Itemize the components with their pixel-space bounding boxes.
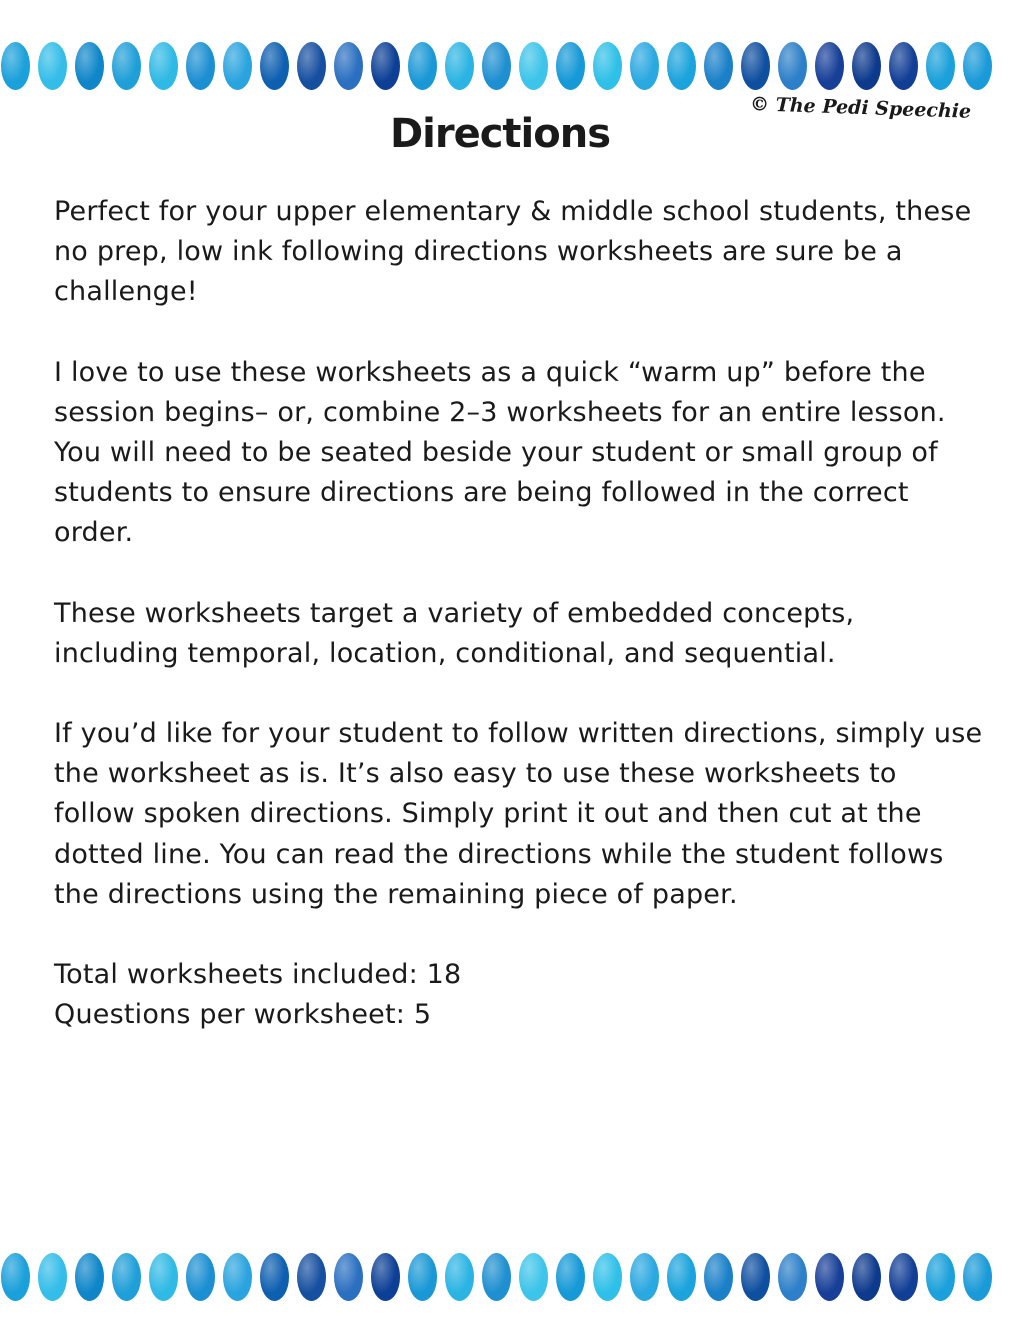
decorative-dot — [519, 1253, 548, 1301]
decorative-dot — [186, 1253, 215, 1301]
decorative-dot — [297, 42, 326, 90]
decorative-dot — [186, 42, 215, 90]
decorative-dot — [889, 1253, 918, 1301]
bottom-dot-border — [0, 1253, 1024, 1303]
decorative-dot — [371, 42, 400, 90]
decorative-dot — [741, 42, 770, 90]
decorative-dot — [963, 1253, 992, 1301]
decorative-dot — [852, 1253, 881, 1301]
decorative-dot — [260, 1253, 289, 1301]
decorative-dot — [889, 42, 918, 90]
decorative-dot — [963, 42, 992, 90]
questions-per-worksheet-text: Questions per worksheet: 5 — [54, 999, 432, 1031]
decorative-dot — [297, 1253, 326, 1301]
decorative-dot — [667, 42, 696, 90]
instructions-paragraph: If you’d like for your student to follow written directions, simply use the worksheet as is. It’s also easy to use these worksheets to follow spoken directions. Simply print it out and then cut at the dotted line. You can read the directions while the student follows the directions using the remaining piece of paper. — [54, 718, 983, 910]
decorative-dot — [149, 42, 178, 90]
decorative-dot — [556, 1253, 585, 1301]
decorative-dot — [260, 42, 289, 90]
decorative-dot — [593, 1253, 622, 1301]
decorative-dot — [334, 1253, 363, 1301]
decorative-dot — [593, 42, 622, 90]
decorative-dot — [38, 42, 67, 90]
decorative-dot — [445, 1253, 474, 1301]
intro-paragraph: Perfect for your upper elementary & middle school students, these no prep, low ink following directions worksheets are sure be a challenge! — [54, 196, 972, 308]
decorative-dot — [778, 42, 807, 90]
decorative-dot — [408, 1253, 437, 1301]
decorative-dot — [1, 1253, 30, 1301]
decorative-dot — [926, 1253, 955, 1301]
decorative-dot — [741, 1253, 770, 1301]
decorative-dot — [112, 42, 141, 90]
total-worksheets-text: Total worksheets included: 18 — [54, 959, 462, 991]
decorative-dot — [75, 1253, 104, 1301]
decorative-dot — [445, 42, 474, 90]
directions-body — [54, 192, 984, 1035]
decorative-dot — [815, 1253, 844, 1301]
decorative-dot — [778, 1253, 807, 1301]
decorative-dot — [926, 42, 955, 90]
decorative-dot — [482, 42, 511, 90]
decorative-dot — [334, 42, 363, 90]
decorative-dot — [519, 42, 548, 90]
copyright-notice: © The Pedi Speechie — [749, 93, 972, 123]
decorative-dot — [112, 1253, 141, 1301]
usage-paragraph: I love to use these worksheets as a quick “warm up” before the session begins– or, combine 2–3 worksheets for an entire lesson. You will need to be seated beside your student or small group of students to ensure directions are being followed in the correct order. — [54, 356, 946, 549]
decorative-dot — [630, 1253, 659, 1301]
concepts-paragraph: These worksheets target a variety of embedded concepts, including temporal, location, conditional, and sequential. — [54, 597, 855, 669]
decorative-dot — [704, 42, 733, 90]
decorative-dot — [667, 1253, 696, 1301]
decorative-dot — [38, 1253, 67, 1301]
decorative-dot — [630, 42, 659, 90]
decorative-dot — [223, 1253, 252, 1301]
decorative-dot — [815, 42, 844, 90]
decorative-dot — [223, 42, 252, 90]
decorative-dot — [556, 42, 585, 90]
decorative-dot — [1, 42, 30, 90]
decorative-dot — [149, 1253, 178, 1301]
decorative-dot — [371, 1253, 400, 1301]
decorative-dot — [482, 1253, 511, 1301]
top-dot-border — [0, 42, 1024, 92]
decorative-dot — [75, 42, 104, 90]
decorative-dot — [852, 42, 881, 90]
page-title: Directions — [389, 111, 611, 157]
decorative-dot — [704, 1253, 733, 1301]
decorative-dot — [408, 42, 437, 90]
